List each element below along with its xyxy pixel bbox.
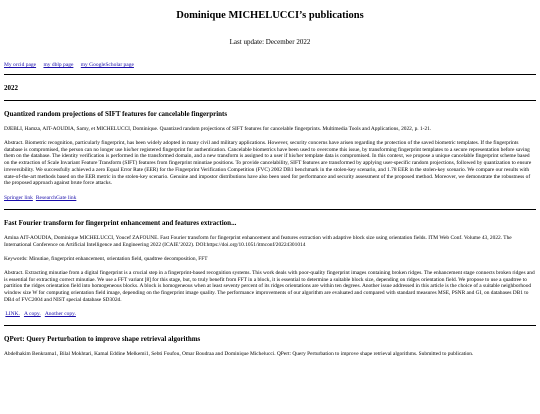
publication-title: Fast Fourier transform for fingerprint enhancement and features extraction... xyxy=(4,218,237,227)
publication-citation: DJEBLI, Hamza, AIT-AOUDIA, Samy, et MICHELUCCI, Dominique. Quantized random projections of SIFT features for cancelable fingerprints. Multimedia Tools and Applications, 2022, p. 1-21. xyxy=(4,126,432,132)
copy-link[interactable]: A copy. xyxy=(23,311,41,318)
publication-title: QPert: Query Perturbation to improve shape retrieval algorithms xyxy=(4,335,201,344)
last-update: Last update: December 2022 xyxy=(229,38,311,46)
publication-keywords: Keywords: Minutiae, fingerprint enhancement, orientation field, quadtree decomposition, FFT xyxy=(4,255,208,262)
another-copy-link[interactable]: Another copy. xyxy=(44,311,76,318)
nav-links xyxy=(4,61,536,69)
publication-links xyxy=(4,194,536,202)
page xyxy=(0,9,540,358)
publication-citation: Amina AIT-AOUDIA, Dominique MICHELUCCI, Youcef ZAFOUNE. Fast Fourier transform for fingerprint enhancement and features extraction with adaptive block size using orientation fields. ITM Web Conf. Volume 43, 2022. The International Conference on Artificial Intelligence and Engineering 2022 (ICAIE’2022). DOI:https://doi.org/10.1051/itmconf/20224301014 xyxy=(4,234,512,248)
publication-title: Quantized random projections of SIFT features for cancelable fingerprints xyxy=(4,110,228,118)
divider xyxy=(4,325,536,326)
divider xyxy=(4,100,536,101)
researchgate-link[interactable]: ResearchGate link xyxy=(35,194,77,201)
page-title: Dominique MICHELUCCI’s publications xyxy=(176,10,364,21)
divider xyxy=(4,209,536,210)
publication-abstract: Abstract. Extracting minutiae from a digital fingerprint is a crucial step in a fingerprint-based recognition systems. This work deals with poor-quality fingerprint images containing broken ridges. The enhancement stage connects broken ridges and is essential for extracting correct minutiae. We use a FFT variant [8] for this stage, but, to truly benefit from FFT in a block, it is essential to determine a suitable block size, depending on ridges orientation field. We propose to use a quadtree to partition the ridges orientation field into homogeneous blocks. A block is homogeneous when at least seventy percent of its ridges orientations are within ten degrees. Another issue addressed in this article is the choice of a suitable neighborhood window size W for computing orientation field image, depending on the fingerprint image quality. The performance improvements of our algorithm are evaluated and compared with standard measures MSE, PSNR and GI, on databases DB1 to DB4 of FVC2004 and NIST special database SD302d. xyxy=(4,269,535,303)
link-link[interactable]: LINK. xyxy=(5,311,20,318)
year-heading: 2022 xyxy=(4,84,18,92)
orcid-link[interactable]: My orcid page xyxy=(4,62,37,68)
publication-3 xyxy=(4,335,536,358)
publication-1 xyxy=(4,110,536,202)
divider xyxy=(4,74,536,75)
googlescholar-link[interactable]: my GoogleScholar page xyxy=(80,62,134,68)
publication-2 xyxy=(4,219,536,319)
publication-abstract: Abstract. Biometric recognition, particularly fingerprint, has been widely adopted in many civil and military applications. However, security concerns have arisen regarding the protection of the saved biometric templates. If the fingerprints database is compromised, the person can no longer use his/her registered fingerprint for authentication. Cancelable biometrics have been used to overcome this issue, by transforming fingerprint templates to a secure representation before saving them on the database. The identity verification is performed in the transformed domain, and a new transform is assigned to a user if his/her template data is compromised. In this context, we propose a unique cancelable fingerprint scheme based on the extraction of Scale Invariant Feature Transform (SIFT) features from fingerprint minutiae positions. To provide cancelability, SIFT features are transformed by applying user-specific random projections, followed by quantization to ensure irreversibility. We successfully achieved a zero Equal Error Rate (EER) for the Fingerprint Verification Competition (FVC) 2002 DB1 benchmark in the stolen-key scenario, and 1.78 EER in the stolen-key scenario. We compare our results with state-of-the-art methods based on the EER metric in the stolen-key scenario. Genuine and impostor distributions have also been used for performance and security assessment of the proposed method. Moreover, we demonstrate the robustness of the proposed approach against brute force attacks. xyxy=(4,140,532,187)
dblp-link[interactable]: my dblp page xyxy=(43,62,74,68)
springer-link[interactable]: Springer link xyxy=(4,194,33,201)
publication-citation: Abdelhakim Benkrama1, Bilal Mokhtari, Kamal Eddine Melkemi1, Sebti Foufou, Omar Boudraa and Dominique Michelucci. QPert: Query Perturbation to improve shape retrieval algorithms. Submitted to publication. xyxy=(4,351,474,358)
publication-links xyxy=(4,310,536,318)
